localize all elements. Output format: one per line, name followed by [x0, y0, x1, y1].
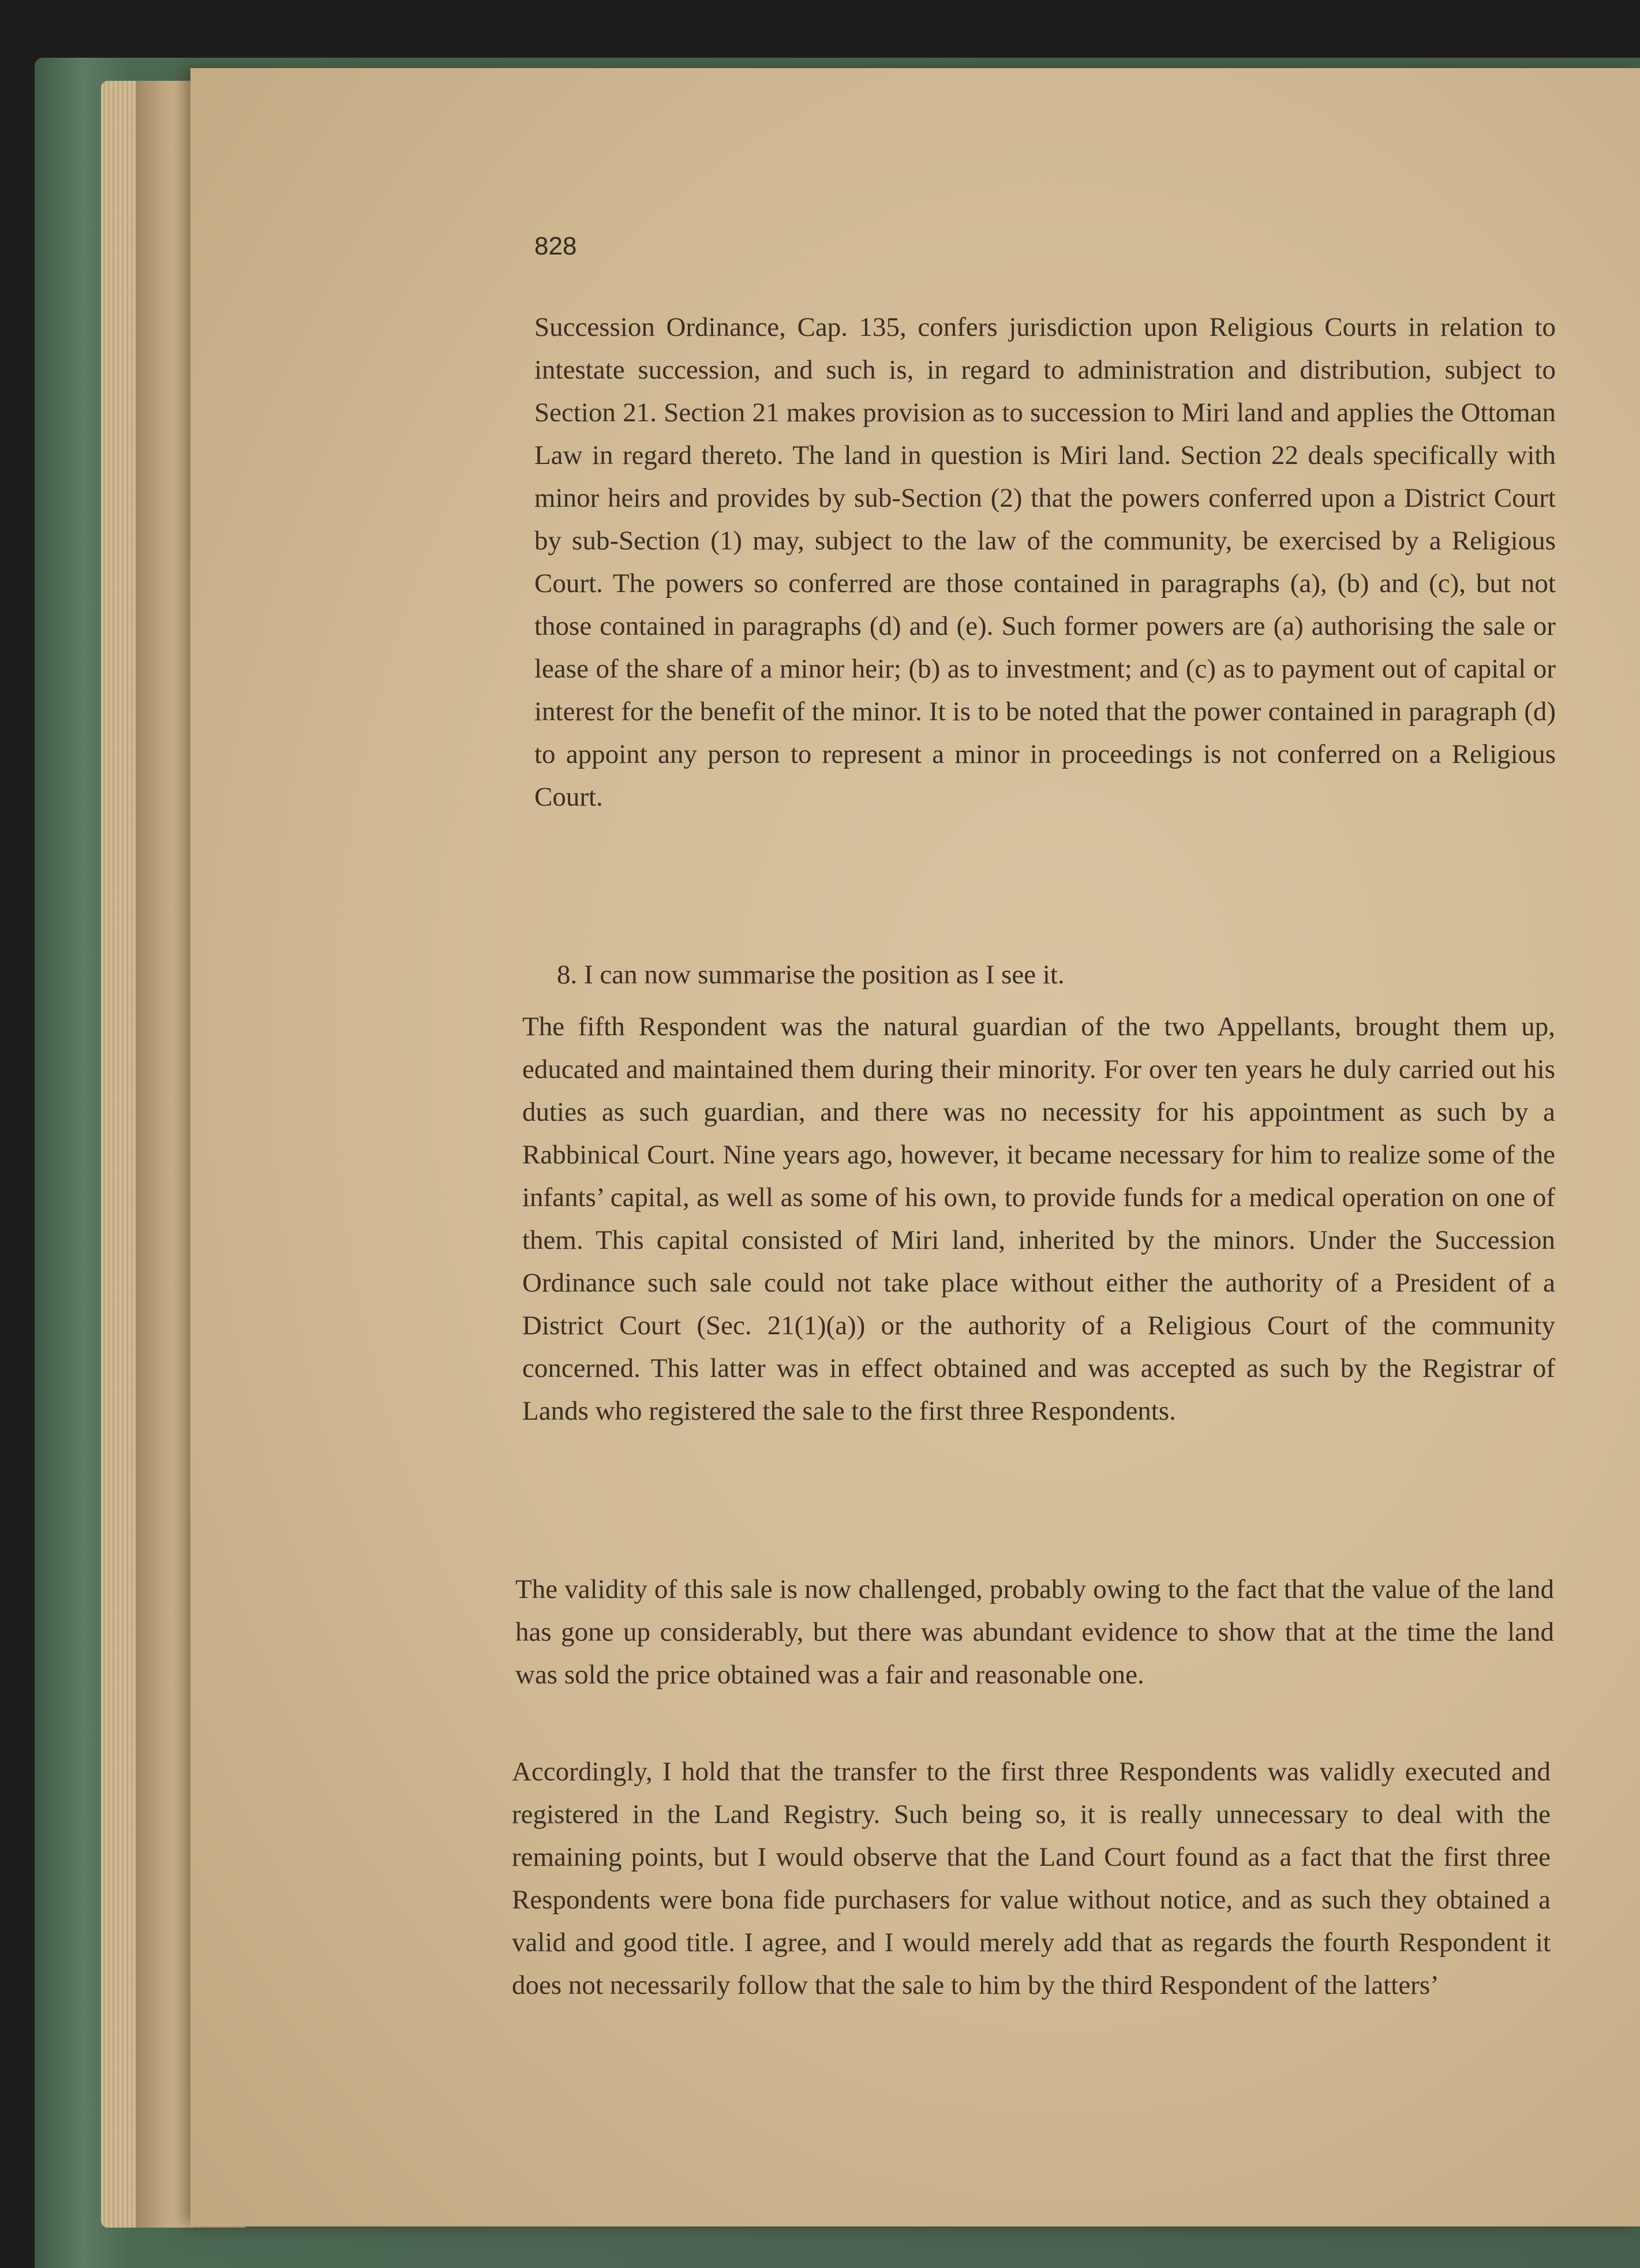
page-number: 828: [534, 232, 577, 260]
paragraph-2: 8. I can now summarise the position as I see it.: [557, 960, 1065, 990]
paragraph-4: The validity of this sale is now challenged, probably owing to the fact that the value of the land has gone up considerably, but there was abundant evidence to show that at the time the land was sold the price obtained was a fair and reasonable one.: [515, 1574, 1554, 1690]
paragraph-3: The fifth Respondent was the natural guardian of the two Appellants, brought them up, educated and maintained them during their minority. For over ten years he duly carried out his duties as such guardian, and there was no necessity for his appointment as such by a Rabbinical Court. Nine years ago, however, it became necessary for him to realize some of the infants’ capital, as well as some of his own, to provide funds for a medical operation on one of them. This capital consisted of Miri land, inherited by the minors. Under the Succession Ordinance such sale could not take place without either the authority of a President of a District Court (Sec. 21(1)(a)) or the authority of a Religious Court of the community concerned. This latter was in effect obtained and was accepted as such by the Registrar of Lands who registered the sale to the first three Respondents.: [522, 1012, 1555, 1426]
paragraph-1: Succession Ordinance, Cap. 135, confers jurisdiction upon Religious Courts in relation to intestate succession, and such is, in regard to administration and distribution, subject to Section 21. Section 21 makes provision as to succession to Miri land and applies the Ottoman Law in regard thereto. The land in question is Miri land. Section 22 deals specifically with minor heirs and provides by sub-Section (2) that the powers conferred upon a District Court by sub-Section (1) may, subject to the law of the community, be exercised by a Religious Court. The powers so conferred are those contained in paragraphs (a), (b) and (c), but not those contained in paragraphs (d) and (e). Such former powers are (a) authorising the sale or lease of the share of a minor heir; (b) as to investment; and (c) as to payment out of capital or interest for the benefit of the minor. It is to be noted that the power contained in paragraph (d) to appoint any person to represent a minor in proceedings is not conferred on a Religious Court.: [534, 312, 1556, 812]
paragraph-5: Accordingly, I hold that the transfer to the first three Respondents was validly executed and registered in the Land Registry. Such being so, it is really unnecessary to deal with the remaining points, but I would observe that the Land Court found as a fact that the first three Respondents were bona fide purchasers for value without notice, and as such they obtained a valid and good title. I agree, and I would merely add that as regards the fourth Respondent it does not necessarily follow that the sale to him by the third Respondent of the latters’: [512, 1757, 1551, 2000]
page-gutter: [136, 81, 193, 2228]
